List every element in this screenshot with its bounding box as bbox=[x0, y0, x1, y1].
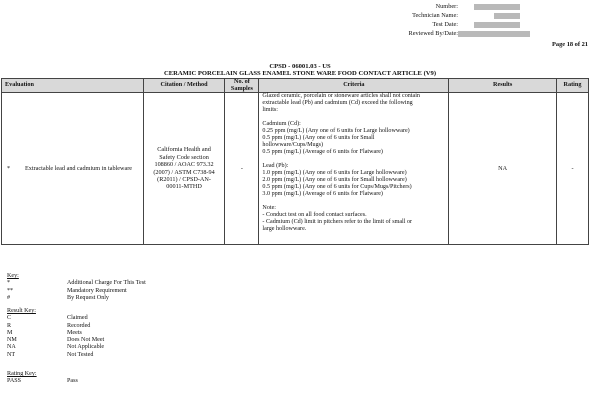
key-description: Claimed bbox=[67, 315, 88, 322]
reviewed-row bbox=[300, 30, 530, 38]
header-samples bbox=[225, 79, 259, 93]
rating-key-legend bbox=[7, 371, 78, 386]
criteria-line: 2.0 ppm (mg/L) (Any one of 6 units for Small hollowware) bbox=[262, 177, 407, 184]
key-description: Recorded bbox=[67, 322, 91, 329]
evaluation-table bbox=[1, 78, 589, 245]
key-description: Mandatory Requirement bbox=[67, 287, 127, 294]
test-date-row bbox=[300, 21, 530, 29]
key-symbol: C bbox=[7, 315, 12, 322]
citation-line: Safety Code section bbox=[159, 153, 209, 161]
key-symbol: R bbox=[7, 322, 12, 329]
citation-cell bbox=[143, 93, 225, 245]
criteria-line: Note: bbox=[262, 204, 276, 211]
header-samples-line1: No. of bbox=[234, 78, 250, 85]
document-title: CERAMIC PORCELAIN GLASS ENAMEL STONE WARE FOOD CONTACT ARTICLE (V9) bbox=[163, 70, 437, 77]
key-item bbox=[7, 330, 104, 337]
criteria-line: 0.25 ppm (mg/L) (Any one of 6 units for Large hollowware) bbox=[262, 127, 410, 134]
header-results: Results bbox=[449, 79, 557, 93]
criteria-line: - Cadmium (Cd) limit in pitchers refer to the limit of small or bbox=[262, 219, 413, 226]
key-item bbox=[7, 295, 146, 302]
key-description: Not Tested bbox=[67, 351, 94, 358]
key-description: Pass bbox=[67, 378, 78, 385]
criteria-line: limits: bbox=[262, 107, 278, 114]
samples-cell: - bbox=[225, 93, 259, 245]
criteria-line: 1.0 ppm (mg/L) (Any one of 6 units for Large hollowware) bbox=[262, 169, 407, 176]
number-label: Number: bbox=[435, 3, 458, 10]
citation-line: California Health and bbox=[157, 146, 211, 154]
key-item bbox=[7, 315, 104, 322]
evaluation-mark: * bbox=[7, 165, 11, 172]
test-date-label: Test Date: bbox=[432, 21, 458, 28]
key-item bbox=[7, 323, 104, 330]
key-item bbox=[7, 280, 146, 287]
rating-cell: - bbox=[556, 93, 588, 245]
citation-line: 00011-MTHD bbox=[166, 183, 202, 191]
key-item bbox=[7, 344, 104, 351]
key-description: Meets bbox=[67, 329, 82, 336]
key-symbol: NA bbox=[7, 344, 16, 351]
citation-line: (R2011) / CPSD-AN- bbox=[157, 175, 211, 183]
header-samples-line2: Samples bbox=[230, 84, 253, 92]
page-number: Page 18 of 21 bbox=[551, 41, 588, 48]
table-row bbox=[2, 93, 589, 245]
header-criteria: Criteria bbox=[259, 79, 449, 93]
key-heading: Key: bbox=[7, 273, 19, 279]
key-item bbox=[7, 352, 104, 359]
key-symbol: * bbox=[7, 280, 11, 287]
table-header-row bbox=[2, 79, 589, 93]
criteria-line: 0.5 ppm (mg/L) (Average of 6 units for Flatware) bbox=[262, 149, 383, 156]
criteria-line: Glazed ceramic, porcelain or stoneware articles shall not contain bbox=[262, 93, 420, 99]
result-key-heading: Result Key: bbox=[7, 308, 36, 314]
evaluation-cell bbox=[2, 93, 144, 245]
redaction-bar bbox=[474, 4, 520, 10]
results-cell: NA bbox=[449, 93, 557, 245]
key-symbol: M bbox=[7, 329, 13, 336]
key-legend bbox=[7, 273, 146, 302]
number-row bbox=[300, 3, 530, 11]
criteria-line: 3.0 ppm (mg/L) (Average of 6 units for Flatware) bbox=[262, 191, 383, 198]
redaction-bar bbox=[494, 13, 520, 19]
criteria-line: 0.5 ppm (mg/L) (Any one of 6 units for Small bbox=[262, 135, 375, 142]
key-symbol: # bbox=[7, 294, 11, 301]
key-item bbox=[7, 378, 78, 385]
key-description: Not Applicable bbox=[67, 344, 105, 351]
criteria-line: Lead (Pb): bbox=[262, 162, 289, 169]
key-item bbox=[7, 288, 146, 295]
redaction-bar bbox=[474, 22, 520, 28]
criteria-cell bbox=[259, 93, 449, 245]
criteria-line: large hollowware. bbox=[262, 226, 307, 233]
key-symbol: ** bbox=[7, 287, 14, 294]
reviewed-label: Reviewed By/Date: bbox=[408, 30, 458, 37]
result-key-legend bbox=[7, 308, 104, 359]
key-description: By Request Only bbox=[67, 294, 109, 301]
citation-line: 108860 / AOAC 973.32 bbox=[154, 161, 214, 169]
criteria-line: hollowware/Cups/Mugs) bbox=[262, 142, 324, 149]
redaction-bar bbox=[458, 31, 530, 37]
header-evaluation: Evaluation bbox=[2, 79, 144, 93]
criteria-line: Cadmium (Cd): bbox=[262, 120, 301, 127]
criteria-line: extractable lead (Pb) and cadmium (Cd) exceed the following bbox=[262, 100, 413, 107]
evaluation-text: Extractable lead and cadmium in tableware bbox=[25, 165, 133, 172]
criteria-line: - Conduct test on all food contact surfaces. bbox=[262, 211, 367, 218]
header-citation: Citation / Method bbox=[143, 79, 225, 93]
key-description: Additional Charge For This Test bbox=[67, 280, 146, 287]
header-rating: Rating bbox=[556, 79, 588, 93]
citation-line: (2007) / ASTM C738-94 bbox=[153, 168, 215, 176]
key-item bbox=[7, 337, 104, 344]
technician-row bbox=[300, 12, 530, 20]
rating-key-heading: Rating Key: bbox=[7, 371, 37, 377]
key-description: Does Not Meet bbox=[67, 337, 105, 344]
criteria-line: 0.5 ppm (mg/L) (Any one of 6 units for Cups/Mugs/Pitchers) bbox=[262, 184, 412, 191]
technician-label: Technician Name: bbox=[412, 12, 458, 19]
key-symbol: NM bbox=[7, 337, 17, 344]
key-symbol: NT bbox=[7, 351, 16, 358]
document-code: CPSD - 06001.03 - US bbox=[269, 63, 331, 70]
key-symbol: PASS bbox=[7, 378, 22, 385]
